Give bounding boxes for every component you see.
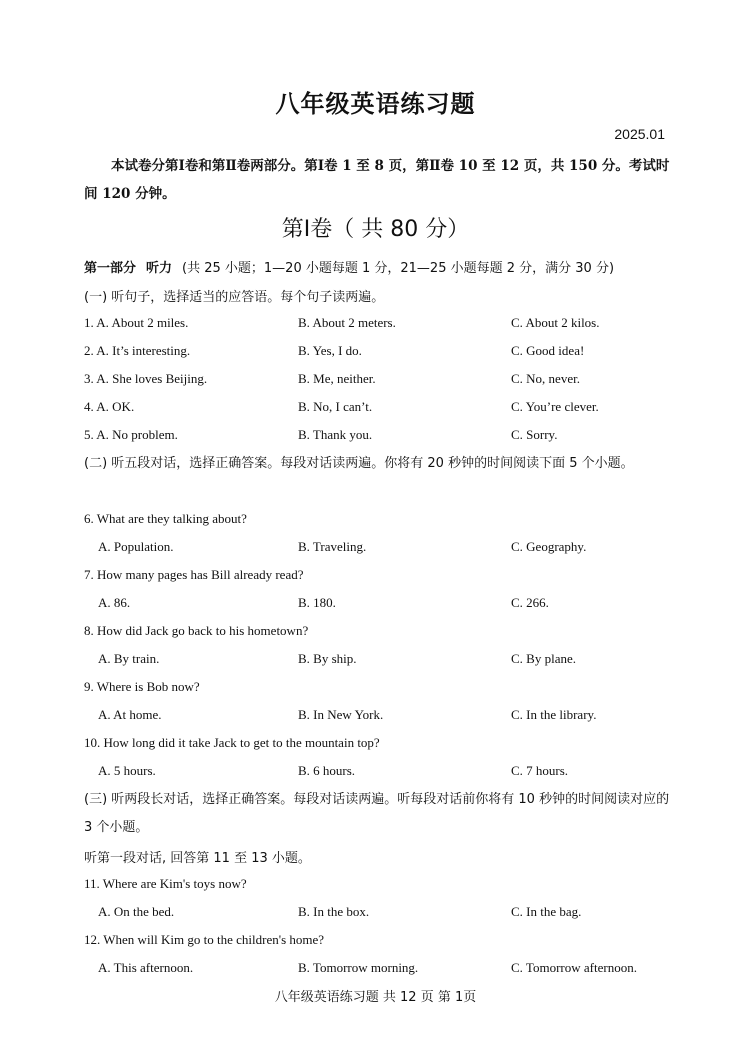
option-a: A. Population. xyxy=(98,539,174,554)
option-c: C. In the bag. xyxy=(511,904,582,919)
option-c: C. In the library. xyxy=(511,707,597,722)
option-c: C. No, never. xyxy=(511,371,580,386)
option-a: 5. A. No problem. xyxy=(84,427,178,442)
option-c: C. Geography. xyxy=(511,539,587,554)
option-a: A. 86. xyxy=(98,595,131,610)
option-b: B. Yes, I do. xyxy=(298,343,362,358)
page-footer: 八年级英语练习题 共 12 页 第 1页 xyxy=(274,990,477,1005)
option-b: B. Tomorrow morning. xyxy=(298,960,419,975)
question-text: 6. What are they talking about? xyxy=(84,511,247,526)
page-title: 八年级英语练习题 xyxy=(275,90,476,118)
question-text: 10. How long did it take Jack to get to the mountain top? xyxy=(84,735,380,750)
section-desc: (共 25 小题；1—20 小题每题 1 分，21—25 小题每题 2 分，满分 30 分) xyxy=(182,261,615,276)
option-b: B. Thank you. xyxy=(298,427,373,442)
option-a: A. On the bed. xyxy=(98,904,175,919)
option-c: C. 7 hours. xyxy=(511,763,569,778)
option-a: 2. A. It’s interesting. xyxy=(84,343,191,358)
option-a: A. 5 hours. xyxy=(98,763,156,778)
question-text: 8. How did Jack go back to his hometown? xyxy=(84,623,309,638)
option-b: B. No, I can’t. xyxy=(298,399,373,414)
option-b: B. 180. xyxy=(298,595,336,610)
option-a: A. This afternoon. xyxy=(98,960,194,975)
option-b: B. 6 hours. xyxy=(298,763,356,778)
section-label: 第一部分 xyxy=(84,261,137,276)
sub-instruction-3: (三) 听两段长对话，选择正确答案。每段对话读两遍。听每段对话前你将有 10 秒钟的时间阅读对应的 3 个小题。 xyxy=(84,792,670,835)
option-c: C. Tomorrow afternoon. xyxy=(511,960,637,975)
option-b: B. In the box. xyxy=(298,904,370,919)
question-text: 11. Where are Kim's toys now? xyxy=(84,876,247,891)
section-heading xyxy=(84,257,614,276)
option-c: C. Good idea! xyxy=(511,343,585,358)
option-b: B. About 2 meters. xyxy=(298,315,396,330)
option-c: C. By plane. xyxy=(511,651,576,666)
sub-instruction-1: (一) 听句子，选择适当的应答语。每个句子读两遍。 xyxy=(84,290,385,305)
option-b: B. By ship. xyxy=(298,651,357,666)
section-name: 听力 xyxy=(146,261,173,276)
option-b: B. In New York. xyxy=(298,707,384,722)
exam-intro: 本试卷分第Ⅰ卷和第Ⅱ卷两部分。第Ⅰ卷 1 至 8 页，第Ⅱ卷 10 至 12 页，共 150 分。考试时间 120 分钟。 xyxy=(84,158,670,202)
option-a: 1. A. About 2 miles. xyxy=(84,315,189,330)
option-a: A. By train. xyxy=(98,651,160,666)
part-title: 第Ⅰ卷（ 共 80 分） xyxy=(281,217,470,242)
option-c: C. About 2 kilos. xyxy=(511,315,600,330)
question-text: 12. When will Kim go to the children's home? xyxy=(84,932,325,947)
question-text: 7. How many pages has Bill already read? xyxy=(84,567,304,582)
option-a: 3. A. She loves Beijing. xyxy=(84,371,208,386)
option-c: C. You’re clever. xyxy=(511,399,599,414)
option-a: A. At home. xyxy=(98,707,162,722)
option-b: B. Traveling. xyxy=(298,539,367,554)
dialogue-instruction: 听第一段对话, 回答第 11 至 13 小题。 xyxy=(84,851,311,866)
sub-instruction-2: (二) 听五段对话，选择正确答案。每段对话读两遍。你将有 20 秒钟的时间阅读下面 5 个小题。 xyxy=(84,456,634,471)
option-a: 4. A. OK. xyxy=(84,399,135,414)
option-c: C. Sorry. xyxy=(511,427,558,442)
exam-date: 2025.01 xyxy=(614,126,665,142)
option-b: B. Me, neither. xyxy=(298,371,376,386)
question-text: 9. Where is Bob now? xyxy=(84,679,200,694)
option-c: C. 266. xyxy=(511,595,549,610)
